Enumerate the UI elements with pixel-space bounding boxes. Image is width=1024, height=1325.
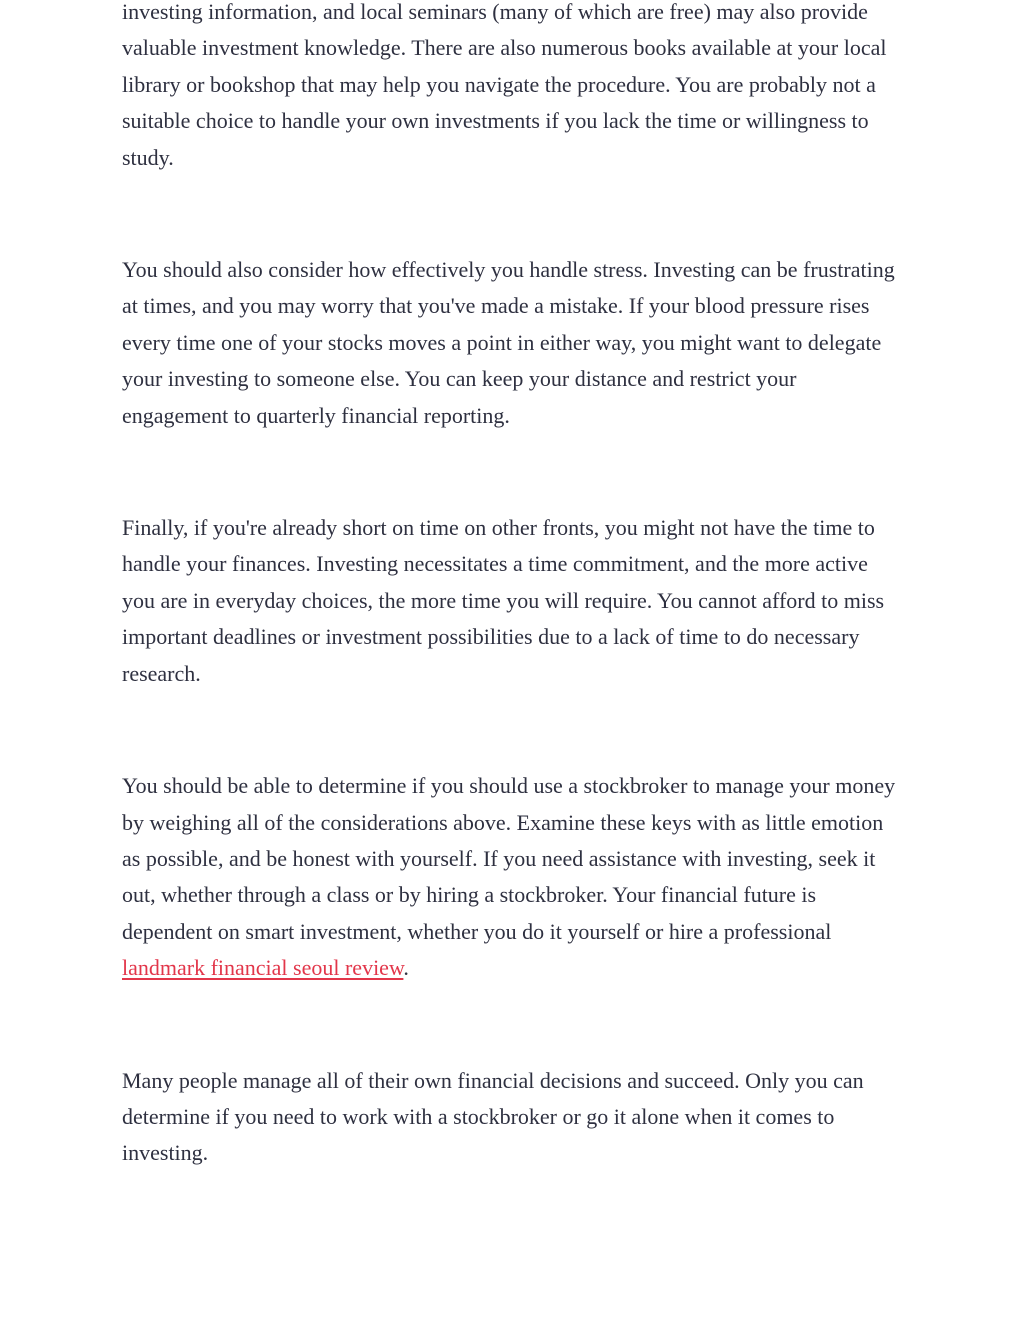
paragraph-stockbroker-decision [122,768,902,986]
paragraph-text-before-link: You should be able to determine if you should use a stockbroker to manage your money by weighing all of the considerations above. Examine these keys with as little emotion as possible, and be honest with yourself. If you need assistance with investing, seek it out, whether through a class or by hiring a stockbroker. Your financial future is dependent on smart investment, whether you do it yourself or hire a professional [122,773,896,944]
paragraph-text-after-link: . [403,955,409,981]
landmark-review-link[interactable]: landmark financial seoul review [122,955,404,981]
paragraph-stress: You should also consider how effectively you handle stress. Investing can be frustrating at times, and you may worry that you've made a mistake. If your blood pressure rises every time one of your stocks moves a point in either way, you might want to delegate your investing to someone else. You can keep your distance and restrict your engagement to quarterly financial reporting. [122,257,895,428]
paragraph-time-commitment: Finally, if you're already short on time on other fronts, you might not have the time to handle your finances. Investing necessitates a time commitment, and the more active you are in everyday choices, the more time you will require. You cannot afford to miss important deadlines or investment possibilities due to a lack of time to do necessary research. [122,515,885,686]
paragraph-conclusion: Many people manage all of their own financial decisions and succeed. Only you can determine if you need to work with a stockbroker or go it alone when it comes to investing. [122,1067,864,1166]
paragraph-study-time: investing information, and local seminars (many of which are free) may also provide valuable investment knowledge. There are also numerous books available at your local library or bookshop that may help you navigate the procedure. You are probably not a suitable choice to handle your own investments if you lack the time or willingness to study. [122,0,887,170]
article-body [122,0,902,1172]
